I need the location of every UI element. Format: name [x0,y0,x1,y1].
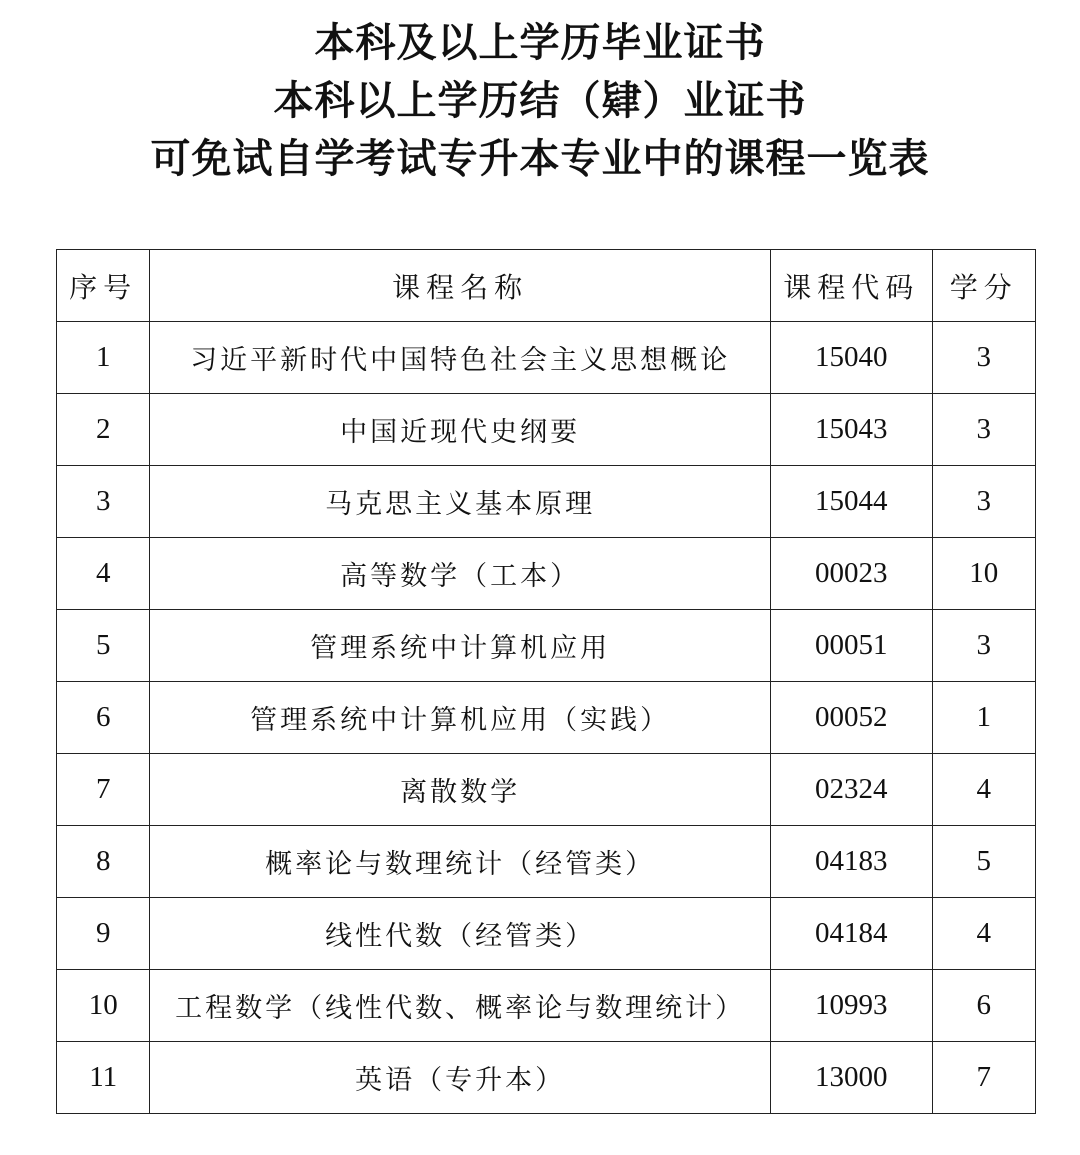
cell-course-name [150,322,771,394]
cell-course-name-text: 工程数学（线性代数、概率论与数理统计） [175,993,746,1024]
cell-credit-text: 7 [976,1061,992,1093]
table-row [57,322,1036,394]
table-header-row [57,250,1036,322]
cell-no-text: 11 [89,1061,118,1093]
header-code [770,250,932,322]
cell-course-code-text: 00052 [814,701,888,733]
cell-course-code [770,682,932,754]
cell-credit [932,754,1035,826]
cell-no [57,394,150,466]
cell-course-name-text: 离散数学 [400,777,521,808]
cell-course-code-text: 02324 [814,773,888,805]
cell-credit [932,610,1035,682]
cell-no [57,754,150,826]
cell-course-code [770,322,932,394]
cell-no-text: 1 [95,341,111,373]
table-row [57,394,1036,466]
course-table [56,249,1036,1114]
cell-course-name-text: 习近平新时代中国特色社会主义思想概论 [190,345,731,376]
cell-credit [932,1042,1035,1114]
cell-no-text: 5 [95,629,111,661]
cell-course-code-text: 15043 [814,413,888,445]
cell-no-text: 6 [95,701,111,733]
cell-course-code-text: 13000 [814,1061,888,1093]
cell-course-code [770,898,932,970]
cell-course-code-text: 00051 [814,629,888,661]
cell-course-name [150,610,771,682]
table-row [57,754,1036,826]
header-credit [932,250,1035,322]
cell-no [57,1042,150,1114]
cell-course-code-text: 00023 [814,557,888,589]
cell-no-text: 3 [95,485,111,517]
cell-no [57,610,150,682]
cell-credit [932,682,1035,754]
cell-course-name [150,970,771,1042]
cell-no [57,898,150,970]
cell-credit [932,970,1035,1042]
cell-no-text: 4 [95,557,111,589]
cell-credit [932,538,1035,610]
cell-no-text: 7 [95,773,111,805]
header-code-label: 课程代码 [783,270,920,304]
cell-course-name [150,898,771,970]
cell-no-text: 8 [95,845,111,877]
cell-no-text: 10 [88,989,118,1021]
cell-course-name [150,754,771,826]
title-line-3: 可免试自学考试专升本专业中的课程一览表 [150,136,930,182]
cell-course-name-text: 概率论与数理统计（经管类） [265,849,656,880]
cell-no-text: 9 [95,917,111,949]
cell-credit-text: 4 [976,773,992,805]
cell-course-name [150,538,771,610]
cell-course-name-text: 英语（专升本） [355,1065,566,1096]
cell-course-name [150,826,771,898]
header-name [150,250,771,322]
cell-course-name-text: 高等数学（工本） [340,561,581,592]
cell-credit-text: 3 [976,629,992,661]
header-credit-label: 学分 [949,270,1018,304]
cell-credit-text: 3 [976,413,992,445]
cell-course-name-text: 中国近现代史纲要 [340,417,581,448]
cell-credit-text: 1 [976,701,992,733]
header-no [57,250,150,322]
cell-no [57,682,150,754]
cell-course-code-text: 15044 [814,485,888,517]
cell-credit [932,898,1035,970]
cell-course-name [150,466,771,538]
cell-credit [932,322,1035,394]
cell-course-name [150,1042,771,1114]
header-name-label: 课程名称 [392,270,529,304]
cell-no-text: 2 [95,413,111,445]
table-row [57,1042,1036,1114]
cell-no [57,466,150,538]
cell-credit-text: 4 [976,917,992,949]
table-row [57,970,1036,1042]
cell-course-name-text: 线性代数（经管类） [325,921,596,952]
cell-course-name-text: 管理系统中计算机应用（实践） [250,705,671,736]
cell-no [57,826,150,898]
cell-course-name [150,682,771,754]
cell-course-code [770,754,932,826]
cell-course-code-text: 10993 [814,989,888,1021]
cell-credit-text: 10 [969,557,999,589]
cell-no [57,970,150,1042]
table-row [57,898,1036,970]
cell-course-code [770,826,932,898]
cell-no [57,538,150,610]
table-row [57,466,1036,538]
cell-course-code [770,538,932,610]
cell-course-name-text: 马克思主义基本原理 [325,489,596,520]
cell-course-code [770,466,932,538]
cell-credit-text: 3 [976,341,992,373]
cell-credit-text: 3 [976,485,992,517]
cell-credit-text: 5 [976,845,992,877]
cell-course-code [770,1042,932,1114]
cell-course-name-text: 管理系统中计算机应用 [310,633,611,664]
title-line-1: 本科及以上学历毕业证书 [314,20,766,66]
cell-course-code-text: 15040 [814,341,888,373]
cell-no [57,322,150,394]
title-line-2: 本科以上学历结（肄）业证书 [273,78,807,124]
cell-course-code [770,970,932,1042]
cell-credit-text: 6 [976,989,992,1021]
cell-course-code-text: 04184 [814,917,888,949]
cell-course-code [770,394,932,466]
cell-credit [932,826,1035,898]
table-body [57,322,1036,1114]
cell-credit [932,466,1035,538]
cell-course-code-text: 04183 [814,845,888,877]
cell-course-code [770,610,932,682]
table-row [57,826,1036,898]
table-row [57,682,1036,754]
document-title [0,14,1080,188]
table-row [57,610,1036,682]
cell-credit [932,394,1035,466]
header-no-label: 序号 [69,270,138,304]
cell-course-name [150,394,771,466]
table-row [57,538,1036,610]
